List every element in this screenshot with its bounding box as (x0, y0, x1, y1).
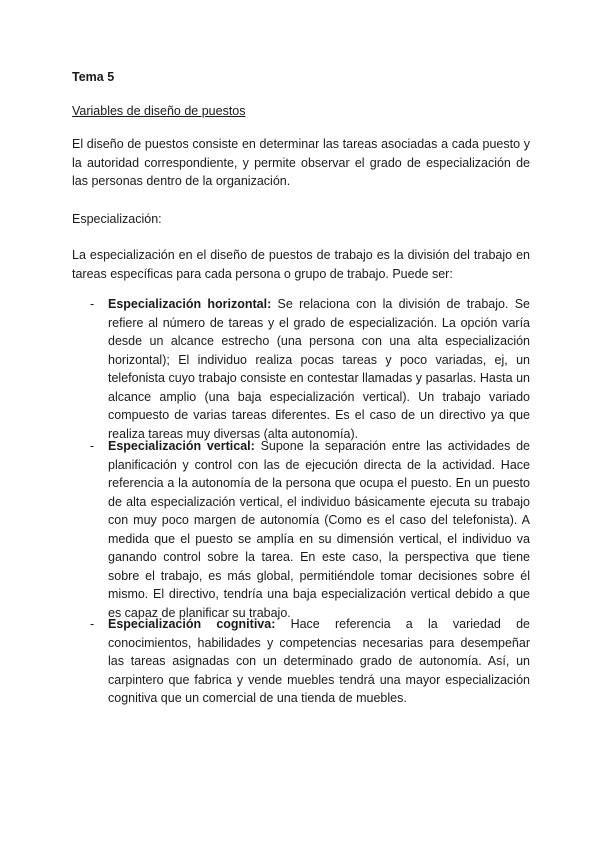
intro-paragraph: El diseño de puestos consiste en determinar las tareas asociadas a cada puesto y la autoridad correspondiente, y permite observar el grado de especialización de las personas dentro de la organización. (72, 137, 530, 188)
bullet-dash: - (90, 297, 95, 311)
list-item-body (108, 437, 530, 622)
list-item-term: Especialización cognitiva: (108, 617, 276, 631)
bullet-dash: - (90, 617, 95, 631)
list-item-body (108, 295, 530, 443)
list-item (90, 615, 530, 708)
list-item-text: Hace referencia a la variedad de conocimientos, habilidades y competencias necesarias para desempeñar las tareas asignadas con un determinado grado de autonomía. Así, un carpintero que fabrica y vende muebles tendrá una mayor especialización cognitiva que un comercial de una tienda de muebles. (108, 617, 530, 705)
list-item-term: Especialización horizontal: (108, 297, 272, 311)
document-title: Tema 5 (72, 70, 115, 84)
section-heading: Especialización: (72, 212, 162, 226)
section-intro-paragraph: La especialización en el diseño de puestos de trabajo es la división del trabajo en tareas específicas para cada persona o grupo de trabajo. Puede ser: (72, 248, 530, 281)
document-subtitle: Variables de diseño de puestos (72, 104, 246, 118)
list-item-term: Especialización vertical: (108, 439, 255, 453)
list-item-text: Se relaciona con la división de trabajo. Se refiere al número de tareas y el grado de especialización. La opción varía desde un alcance estrecho (una persona con una alta especialización horizontal); El individuo realiza pocas tareas y poco variadas, ej, un telefonista cuyo trabajo consiste en contestar llamadas y pasarlas. Hasta un alcance amplio (una baja especialización vertical). Un trabajo variado compuesto de varias tareas diferentes. Es el caso de un directivo ya que realiza tareas muy diversas (alta autonomía). (108, 297, 530, 441)
list-item-body (108, 615, 530, 708)
list-item (90, 437, 530, 622)
bullet-dash: - (90, 439, 95, 453)
list-item (90, 295, 530, 443)
list-item-text: Supone la separación entre las actividades de planificación y control con las de ejecución directa de la actividad. Hace referencia a la autonomía de la persona que ocupa el puesto. En un puesto de alta especialización vertical, el individuo básicamente ejecuta su trabajo con muy poco margen de autonomía (Como es el caso del telefonista). A medida que el puesto se amplía en su dimensión vertical, el individuo va ganando control sobre la tarea. En este caso, la perspectiva que tiene sobre el trabajo, es más global, permitiéndole tomar decisiones sobre él mismo. El directivo, tendría una baja especialización vertical debido a que es capaz de planificar su trabajo. (108, 439, 531, 620)
